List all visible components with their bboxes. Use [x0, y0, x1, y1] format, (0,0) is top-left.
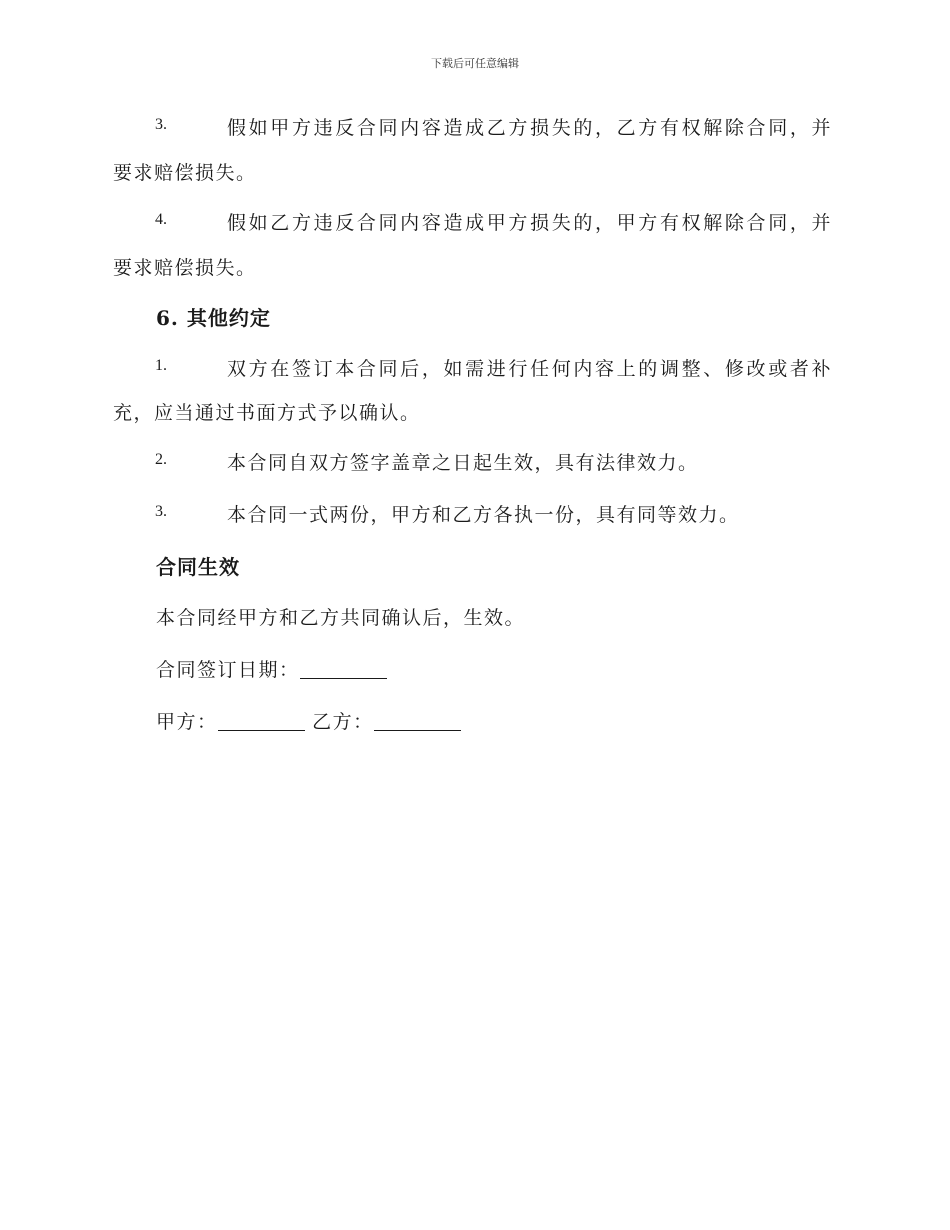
section-heading: 6. 其他约定: [156, 306, 271, 330]
item-text-line: 双方在签订本合同后，如需进行任何内容上的调整、修改或者补: [227, 358, 832, 380]
page-header: 下载后可任意编辑: [431, 57, 519, 70]
item-number: 3.: [155, 503, 167, 520]
item-text-line: 充，应当通过书面方式予以确认。: [113, 402, 421, 424]
signature-row: [156, 707, 461, 734]
item-text-line: 本合同一式两份，甲方和乙方各执一份，具有同等效力。: [227, 504, 740, 526]
section-heading: 合同生效: [156, 555, 240, 579]
signing-date-label: 合同签订日期：: [156, 659, 300, 681]
item-text-line: 假如乙方违反合同内容造成甲方损失的，甲方有权解除合同，并: [227, 212, 832, 234]
signing-date-blank: [300, 658, 387, 679]
party-a-label: 甲方：: [156, 711, 218, 733]
item-number: 2.: [155, 451, 167, 468]
item-text-line: 假如甲方违反合同内容造成乙方损失的，乙方有权解除合同，并: [227, 117, 832, 139]
item-number: 3.: [155, 116, 167, 133]
party-b-blank: [374, 710, 461, 731]
party-a-blank: [218, 710, 305, 731]
party-b-label: 乙方：: [312, 711, 374, 733]
item-text-line: 要求赔偿损失。: [113, 257, 257, 279]
item-number: 1.: [155, 357, 167, 374]
item-text-line: 要求赔偿损失。: [113, 162, 257, 184]
item-number: 4.: [155, 211, 167, 228]
effect-text: 本合同经甲方和乙方共同确认后，生效。: [156, 607, 526, 629]
item-text-line: 本合同自双方签字盖章之日起生效，具有法律效力。: [227, 452, 699, 474]
signing-date-row: [156, 655, 387, 682]
